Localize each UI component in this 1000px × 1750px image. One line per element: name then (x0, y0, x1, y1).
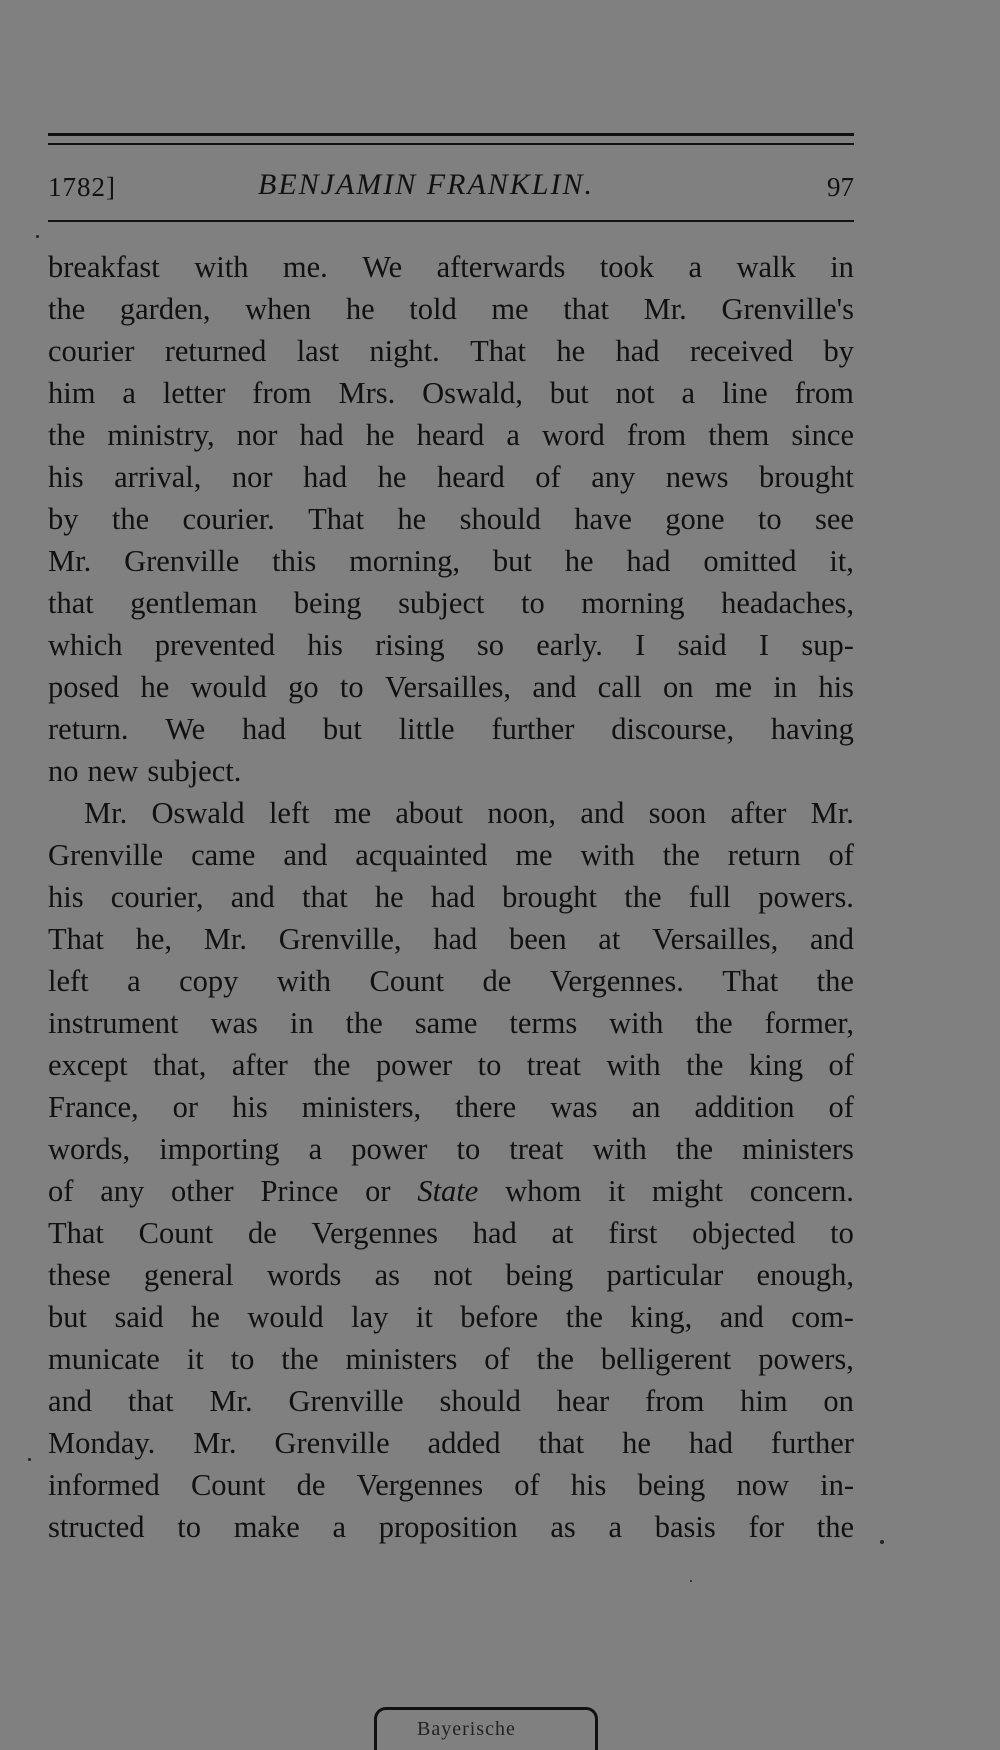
text-line: words, importing a power to treat with the ministers (48, 1132, 854, 1166)
text-line: France, or his ministers, there was an addition of (48, 1090, 854, 1124)
text-line: That he, Mr. Grenville, had been at Versailles, and (48, 922, 854, 956)
text-line: municate it to the ministers of the belligerent powers, (48, 1342, 854, 1376)
text-line: and that Mr. Grenville should hear from him on (48, 1384, 854, 1418)
text-line: his courier, and that he had brought the full powers. (48, 880, 854, 914)
text-line: these general words as not being particular enough, (48, 1258, 854, 1292)
text-line: the ministry, nor had he heard a word from them since (48, 418, 854, 452)
running-head (48, 168, 854, 208)
text-line: posed he would go to Versailles, and call on me in his (48, 670, 854, 704)
text-line: left a copy with Count de Vergennes. That the (48, 964, 854, 998)
ink-speck (28, 1458, 31, 1461)
ink-speck (690, 1580, 692, 1582)
top-rule (48, 133, 854, 136)
text-line: courier returned last night. That he had received by (48, 334, 854, 368)
text-line: Mr. Oswald left me about noon, and soon after Mr. (84, 796, 854, 830)
running-head-title: BENJAMIN FRANKLIN. (258, 168, 594, 201)
top-rule-thin (48, 143, 854, 145)
text-line: no new subject. (48, 754, 242, 788)
text-line: that gentleman being subject to morning headaches, (48, 586, 854, 620)
library-stamp-text: Bayerische (417, 1718, 516, 1740)
text-line: Grenville came and acquainted me with the return of (48, 838, 854, 872)
head-rule (48, 220, 854, 222)
text-line: except that, after the power to treat with the king of (48, 1048, 854, 1082)
text-line: which prevented his rising so early. I said I sup- (48, 628, 854, 662)
text-line: but said he would lay it before the king, and com- (48, 1300, 854, 1334)
text-line: by the courier. That he should have gone to see (48, 502, 854, 536)
page-number: 97 (827, 172, 854, 202)
text-line: breakfast with me. We afterwards took a walk in (48, 250, 854, 284)
text-line: his arrival, nor had he heard of any news brought (48, 460, 854, 494)
text-line: return. We had but little further discourse, having (48, 712, 854, 746)
text-line: the garden, when he told me that Mr. Grenville's (48, 292, 854, 326)
text-line: instrument was in the same terms with the former, (48, 1006, 854, 1040)
ink-speck (880, 1540, 884, 1544)
body-text (48, 246, 854, 1548)
ink-speck (36, 235, 39, 238)
text-line: structed to make a proposition as a basis for the (48, 1510, 854, 1544)
running-head-year: 1782] (48, 172, 116, 202)
text-line: Mr. Grenville this morning, but he had omitted it, (48, 544, 854, 578)
text-line: him a letter from Mrs. Oswald, but not a line from (48, 376, 854, 410)
text-line: informed Count de Vergennes of his being now in- (48, 1468, 854, 1502)
text-line: Monday. Mr. Grenville added that he had further (48, 1426, 854, 1460)
library-stamp (374, 1707, 598, 1750)
text-line: of any other Prince or State whom it might concern. (48, 1174, 854, 1208)
text-line: That Count de Vergennes had at first objected to (48, 1216, 854, 1250)
